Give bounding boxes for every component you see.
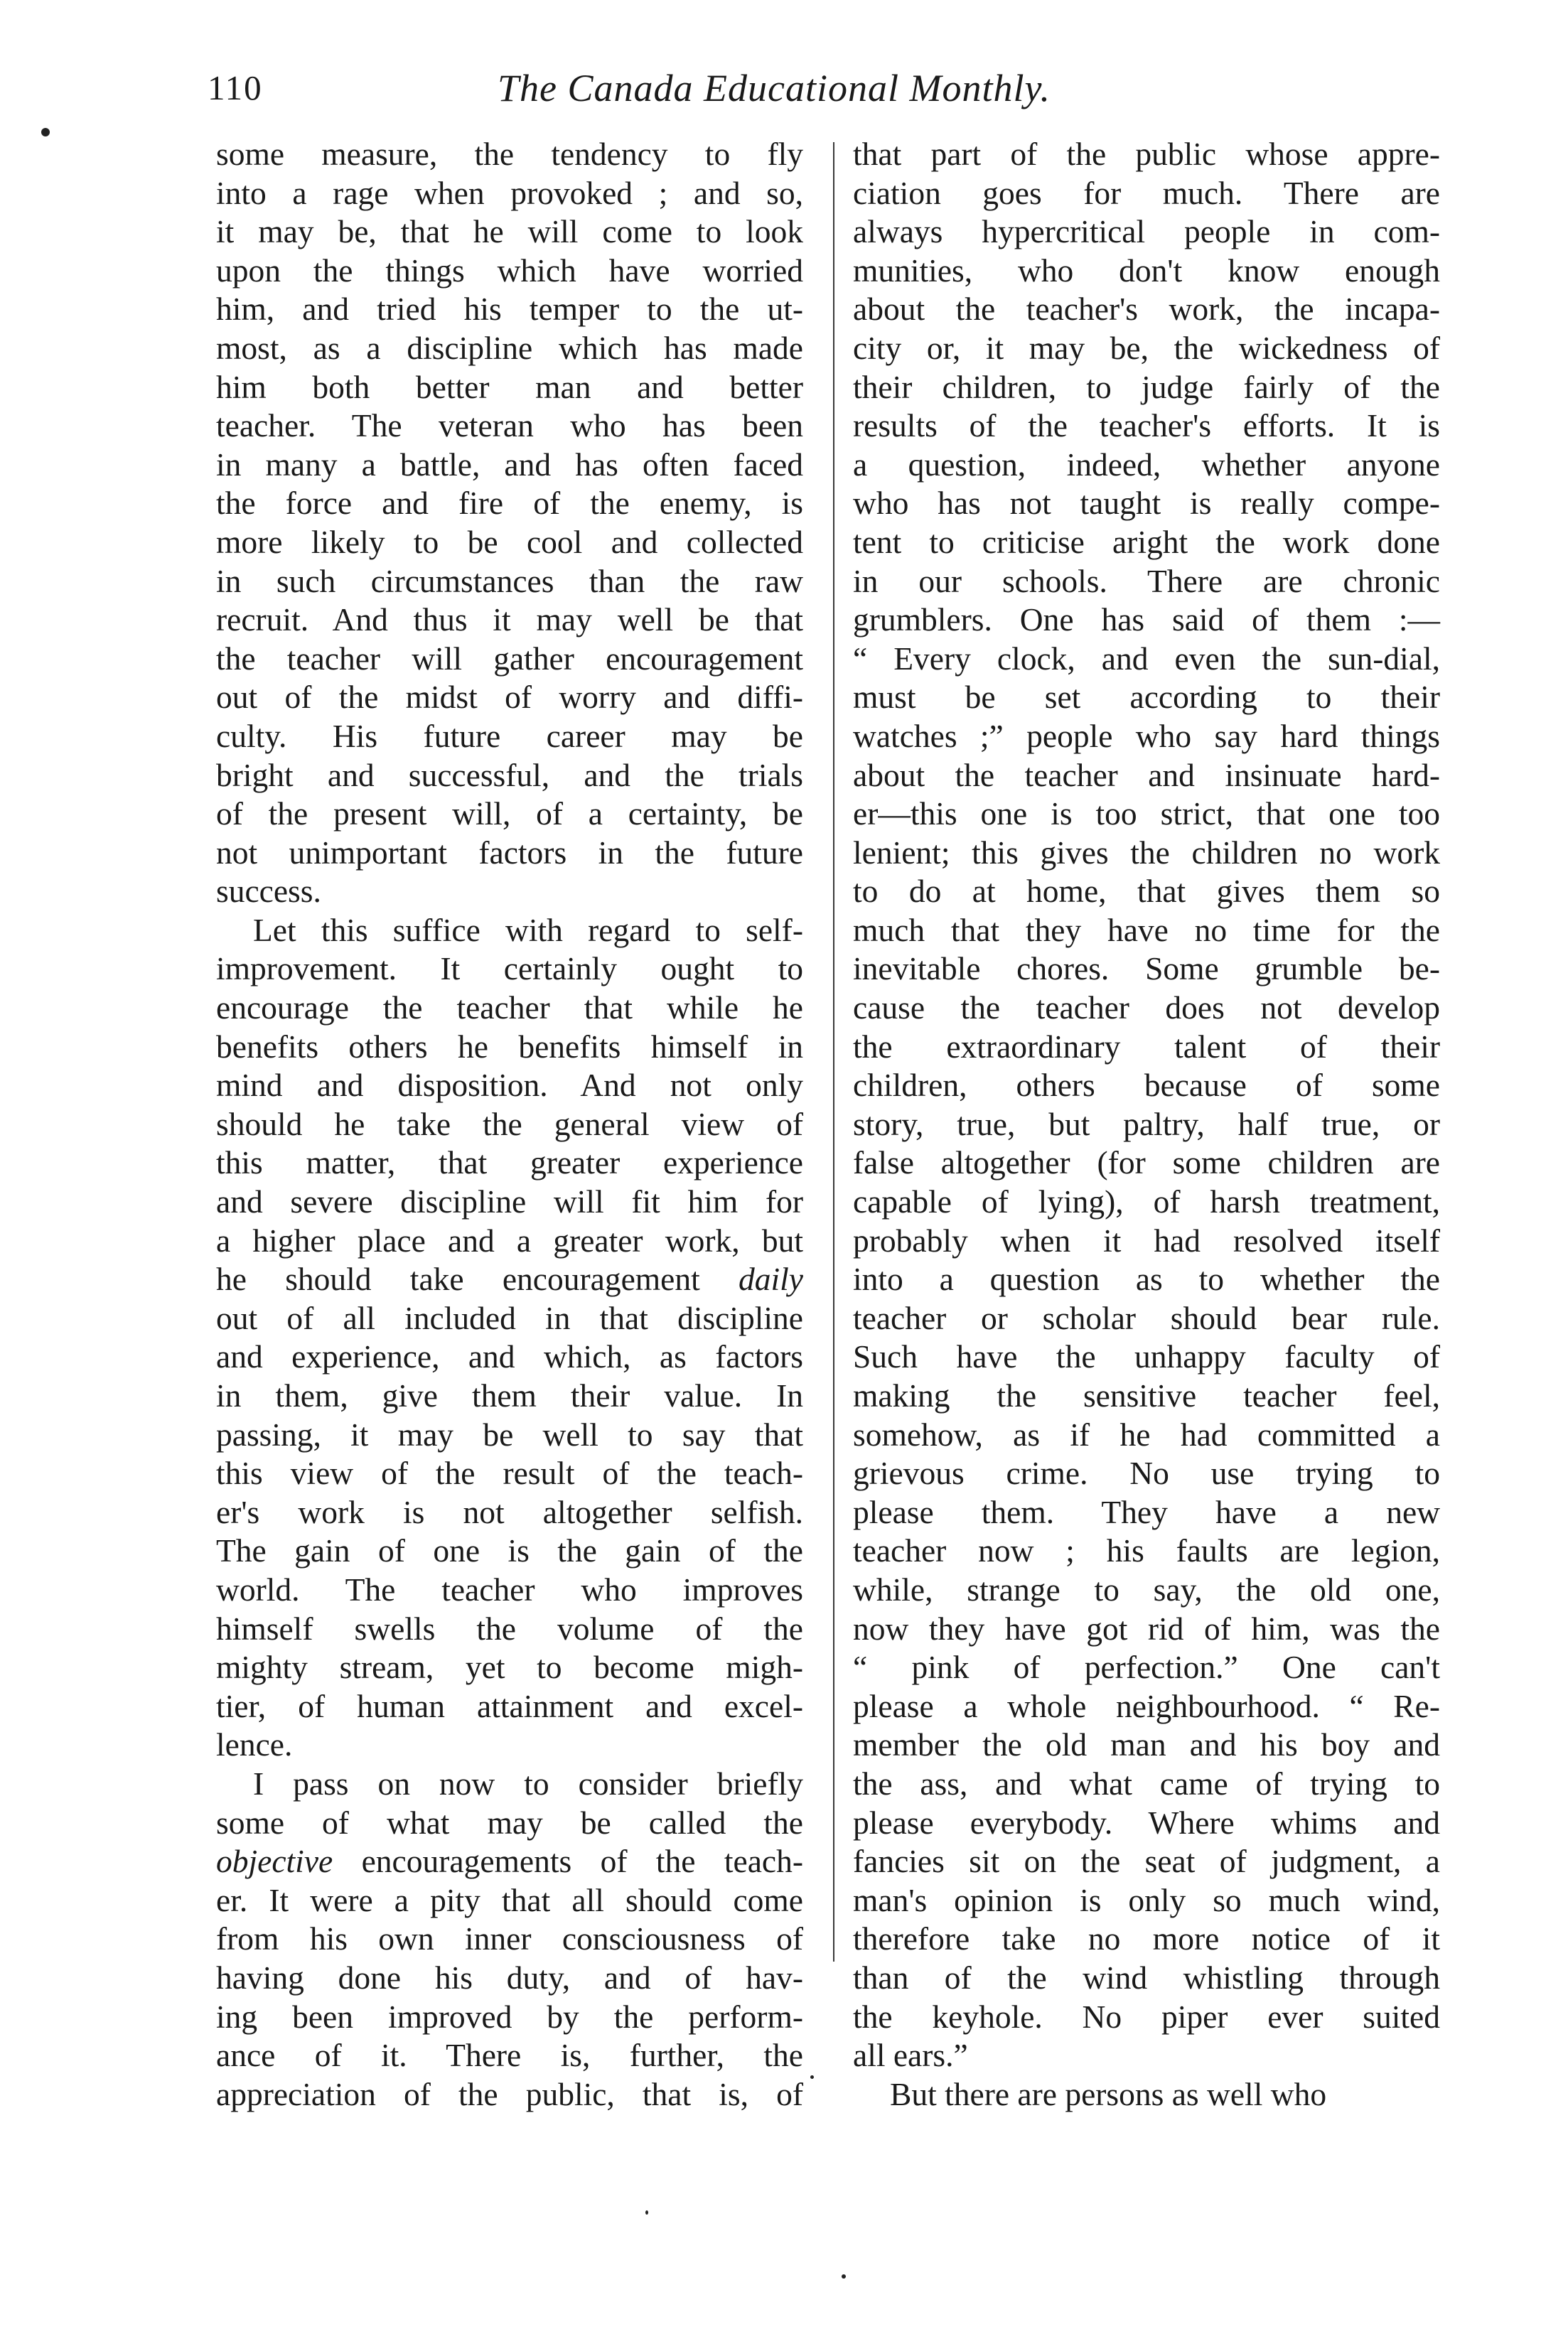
text-line: the keyhole. No piper ever suited bbox=[853, 1998, 1440, 2035]
text-line: man's opinion is only so much wind, bbox=[853, 1881, 1440, 1918]
text-line: culty. His future career may be bbox=[216, 717, 803, 754]
text-line: a question, indeed, whether anyone bbox=[853, 446, 1440, 483]
text-line: ciation goes for much. There are bbox=[853, 174, 1440, 211]
text-line: grievous crime. No use trying to bbox=[853, 1455, 1440, 1492]
text-line: all ears.” bbox=[853, 2037, 968, 2074]
text-segment: he should take encouragement bbox=[216, 1261, 700, 1298]
text-line bbox=[216, 1842, 803, 1881]
text-line: tier, of human attainment and excel- bbox=[216, 1687, 803, 1724]
text-line: some of what may be called the bbox=[216, 1804, 803, 1841]
text-line: teacher now ; his faults are legion, bbox=[853, 1532, 1440, 1569]
text-line: upon the things which have worried bbox=[216, 252, 803, 289]
text-line: therefore take no more notice of it bbox=[853, 1920, 1440, 1957]
text-line: the force and fire of the enemy, is bbox=[216, 485, 803, 522]
text-line: fancies sit on the seat of judgment, a bbox=[853, 1843, 1440, 1880]
text-line: ing been improved by the perform- bbox=[216, 1998, 803, 2035]
text-line: a higher place and a greater work, but bbox=[216, 1222, 803, 1259]
text-line: somehow, as if he had committed a bbox=[853, 1416, 1440, 1453]
text-line: about the teacher and insinuate hard- bbox=[853, 756, 1440, 793]
text-line: out of all included in that discipline bbox=[216, 1299, 803, 1336]
text-line: much that they have no time for the bbox=[853, 911, 1440, 948]
text-line: and experience, and which, as factors bbox=[216, 1338, 803, 1375]
text-line: appreciation of the public, that is, of bbox=[216, 2075, 803, 2112]
text-line: “ pink of perfection.” One can't bbox=[853, 1649, 1440, 1686]
text-line: while, strange to say, the old one, bbox=[853, 1571, 1440, 1608]
text-line: munities, who don't know enough bbox=[853, 252, 1440, 289]
text-line: always hypercritical people in com- bbox=[853, 213, 1440, 250]
text-line: “ Every clock, and even the sun-dial, bbox=[853, 640, 1440, 677]
running-header bbox=[0, 60, 1568, 117]
text-line: watches ;” people who say hard things bbox=[853, 717, 1440, 754]
text-segment: encouragements of the teach- bbox=[361, 1843, 804, 1880]
text-line: some measure, the tendency to fly bbox=[216, 136, 803, 172]
text-line: benefits others he benefits himself in bbox=[216, 1028, 803, 1065]
text-line: him both better man and better bbox=[216, 368, 803, 405]
text-line: lence. bbox=[216, 1726, 293, 1763]
text-line: into a rage when provoked ; and so, bbox=[216, 174, 803, 211]
text-line: ance of it. There is, further, the bbox=[216, 2037, 803, 2074]
text-line: Let this suffice with regard to self- bbox=[253, 911, 803, 948]
text-line: out of the midst of worry and diffi- bbox=[216, 679, 803, 716]
text-line: results of the teacher's efforts. It is bbox=[853, 407, 1440, 444]
column-divider bbox=[833, 142, 834, 1962]
text-line: to do at home, that gives them so bbox=[853, 873, 1440, 910]
text-line: please a whole neighbourhood. “ Re- bbox=[853, 1687, 1440, 1724]
text-line: should he take the general view of bbox=[216, 1105, 803, 1142]
text-line: lenient; this gives the children no work bbox=[853, 834, 1440, 871]
text-line: capable of lying), of harsh treatment, bbox=[853, 1183, 1440, 1220]
text-line: tent to criticise aright the work done bbox=[853, 523, 1440, 560]
text-line: recruit. And thus it may well be that bbox=[216, 601, 803, 638]
text-line: than of the wind whistling through bbox=[853, 1959, 1440, 1996]
text-line: probably when it had resolved itself bbox=[853, 1222, 1440, 1259]
text-line: teacher or scholar should bear rule. bbox=[853, 1299, 1440, 1336]
text-line: er. It were a pity that all should come bbox=[216, 1881, 803, 1918]
text-line: please them. They have a new bbox=[853, 1493, 1440, 1530]
text-line: making the sensitive teacher feel, bbox=[853, 1377, 1440, 1414]
text-line: er—this one is too strict, that one too bbox=[853, 795, 1440, 832]
text-line: please everybody. Where whims and bbox=[853, 1804, 1440, 1841]
left-column bbox=[216, 135, 803, 2114]
text-line: passing, it may be well to say that bbox=[216, 1416, 803, 1453]
text-line: er's work is not altogether selfish. bbox=[216, 1493, 803, 1530]
right-column bbox=[853, 135, 1440, 2114]
text-line: false altogether (for some children are bbox=[853, 1144, 1440, 1181]
text-line: world. The teacher who improves bbox=[216, 1571, 803, 1608]
text-line bbox=[216, 1260, 803, 1299]
text-line: encourage the teacher that while he bbox=[216, 989, 803, 1026]
running-title: The Canada Educational Monthly. bbox=[498, 67, 1051, 109]
text-line: himself swells the volume of the bbox=[216, 1610, 803, 1647]
text-line: about the teacher's work, the incapa- bbox=[853, 291, 1440, 328]
page-number: 110 bbox=[208, 68, 263, 107]
text-line: who has not taught is really compe- bbox=[853, 485, 1440, 522]
text-line: Such have the unhappy faculty of bbox=[853, 1338, 1440, 1375]
text-line: But there are persons as well who bbox=[890, 2075, 1327, 2112]
text-line: him, and tried his temper to the ut- bbox=[216, 291, 803, 328]
text-line: story, true, but paltry, half true, or bbox=[853, 1105, 1440, 1142]
text-line: in such circumstances than the raw bbox=[216, 562, 803, 599]
text-line: mind and disposition. And not only bbox=[216, 1067, 803, 1104]
print-speck bbox=[41, 128, 50, 136]
text-line: the extraordinary talent of their bbox=[853, 1028, 1440, 1065]
text-line: more likely to be cool and collected bbox=[216, 523, 803, 560]
italic-word: objective bbox=[216, 1843, 333, 1880]
text-line: city or, it may be, the wickedness of bbox=[853, 329, 1440, 366]
text-line: mighty stream, yet to become migh- bbox=[216, 1649, 803, 1686]
text-line: cause the teacher does not develop bbox=[853, 989, 1440, 1026]
text-line: in our schools. There are chronic bbox=[853, 562, 1440, 599]
text-line: children, others because of some bbox=[853, 1067, 1440, 1104]
text-line: and severe discipline will fit him for bbox=[216, 1183, 803, 1220]
text-line: teacher. The veteran who has been bbox=[216, 407, 803, 444]
text-line: it may be, that he will come to look bbox=[216, 213, 803, 250]
text-line: the ass, and what came of trying to bbox=[853, 1765, 1440, 1802]
text-line: into a question as to whether the bbox=[853, 1261, 1440, 1298]
text-line: their children, to judge fairly of the bbox=[853, 368, 1440, 405]
text-line: from his own inner consciousness of bbox=[216, 1920, 803, 1957]
text-line: most, as a discipline which has made bbox=[216, 329, 803, 366]
text-line: that part of the public whose appre- bbox=[853, 136, 1440, 172]
text-line: inevitable chores. Some grumble be- bbox=[853, 950, 1440, 987]
text-line: The gain of one is the gain of the bbox=[216, 1532, 803, 1569]
text-line: this view of the result of the teach- bbox=[216, 1455, 803, 1492]
text-line: in many a battle, and has often faced bbox=[216, 446, 803, 483]
text-line: improvement. It certainly ought to bbox=[216, 950, 803, 987]
text-line: member the old man and his boy and bbox=[853, 1726, 1440, 1763]
italic-word: daily bbox=[739, 1261, 803, 1298]
text-line: success. bbox=[216, 873, 321, 910]
print-speck bbox=[645, 2210, 648, 2215]
text-line: must be set according to their bbox=[853, 679, 1440, 716]
text-line: of the present will, of a certainty, be bbox=[216, 795, 803, 832]
print-speck bbox=[810, 2075, 814, 2079]
text-line: this matter, that greater experience bbox=[216, 1144, 803, 1181]
text-line: in them, give them their value. In bbox=[216, 1377, 803, 1414]
text-line: not unimportant factors in the future bbox=[216, 834, 803, 871]
text-line: grumblers. One has said of them :— bbox=[853, 601, 1440, 638]
print-speck bbox=[842, 2274, 846, 2279]
text-line: the teacher will gather encouragement bbox=[216, 640, 803, 677]
text-line: bright and successful, and the trials bbox=[216, 756, 803, 793]
text-line: I pass on now to consider briefly bbox=[253, 1765, 803, 1802]
text-line: having done his duty, and of hav- bbox=[216, 1959, 803, 1996]
text-line: now they have got rid of him, was the bbox=[853, 1610, 1440, 1647]
